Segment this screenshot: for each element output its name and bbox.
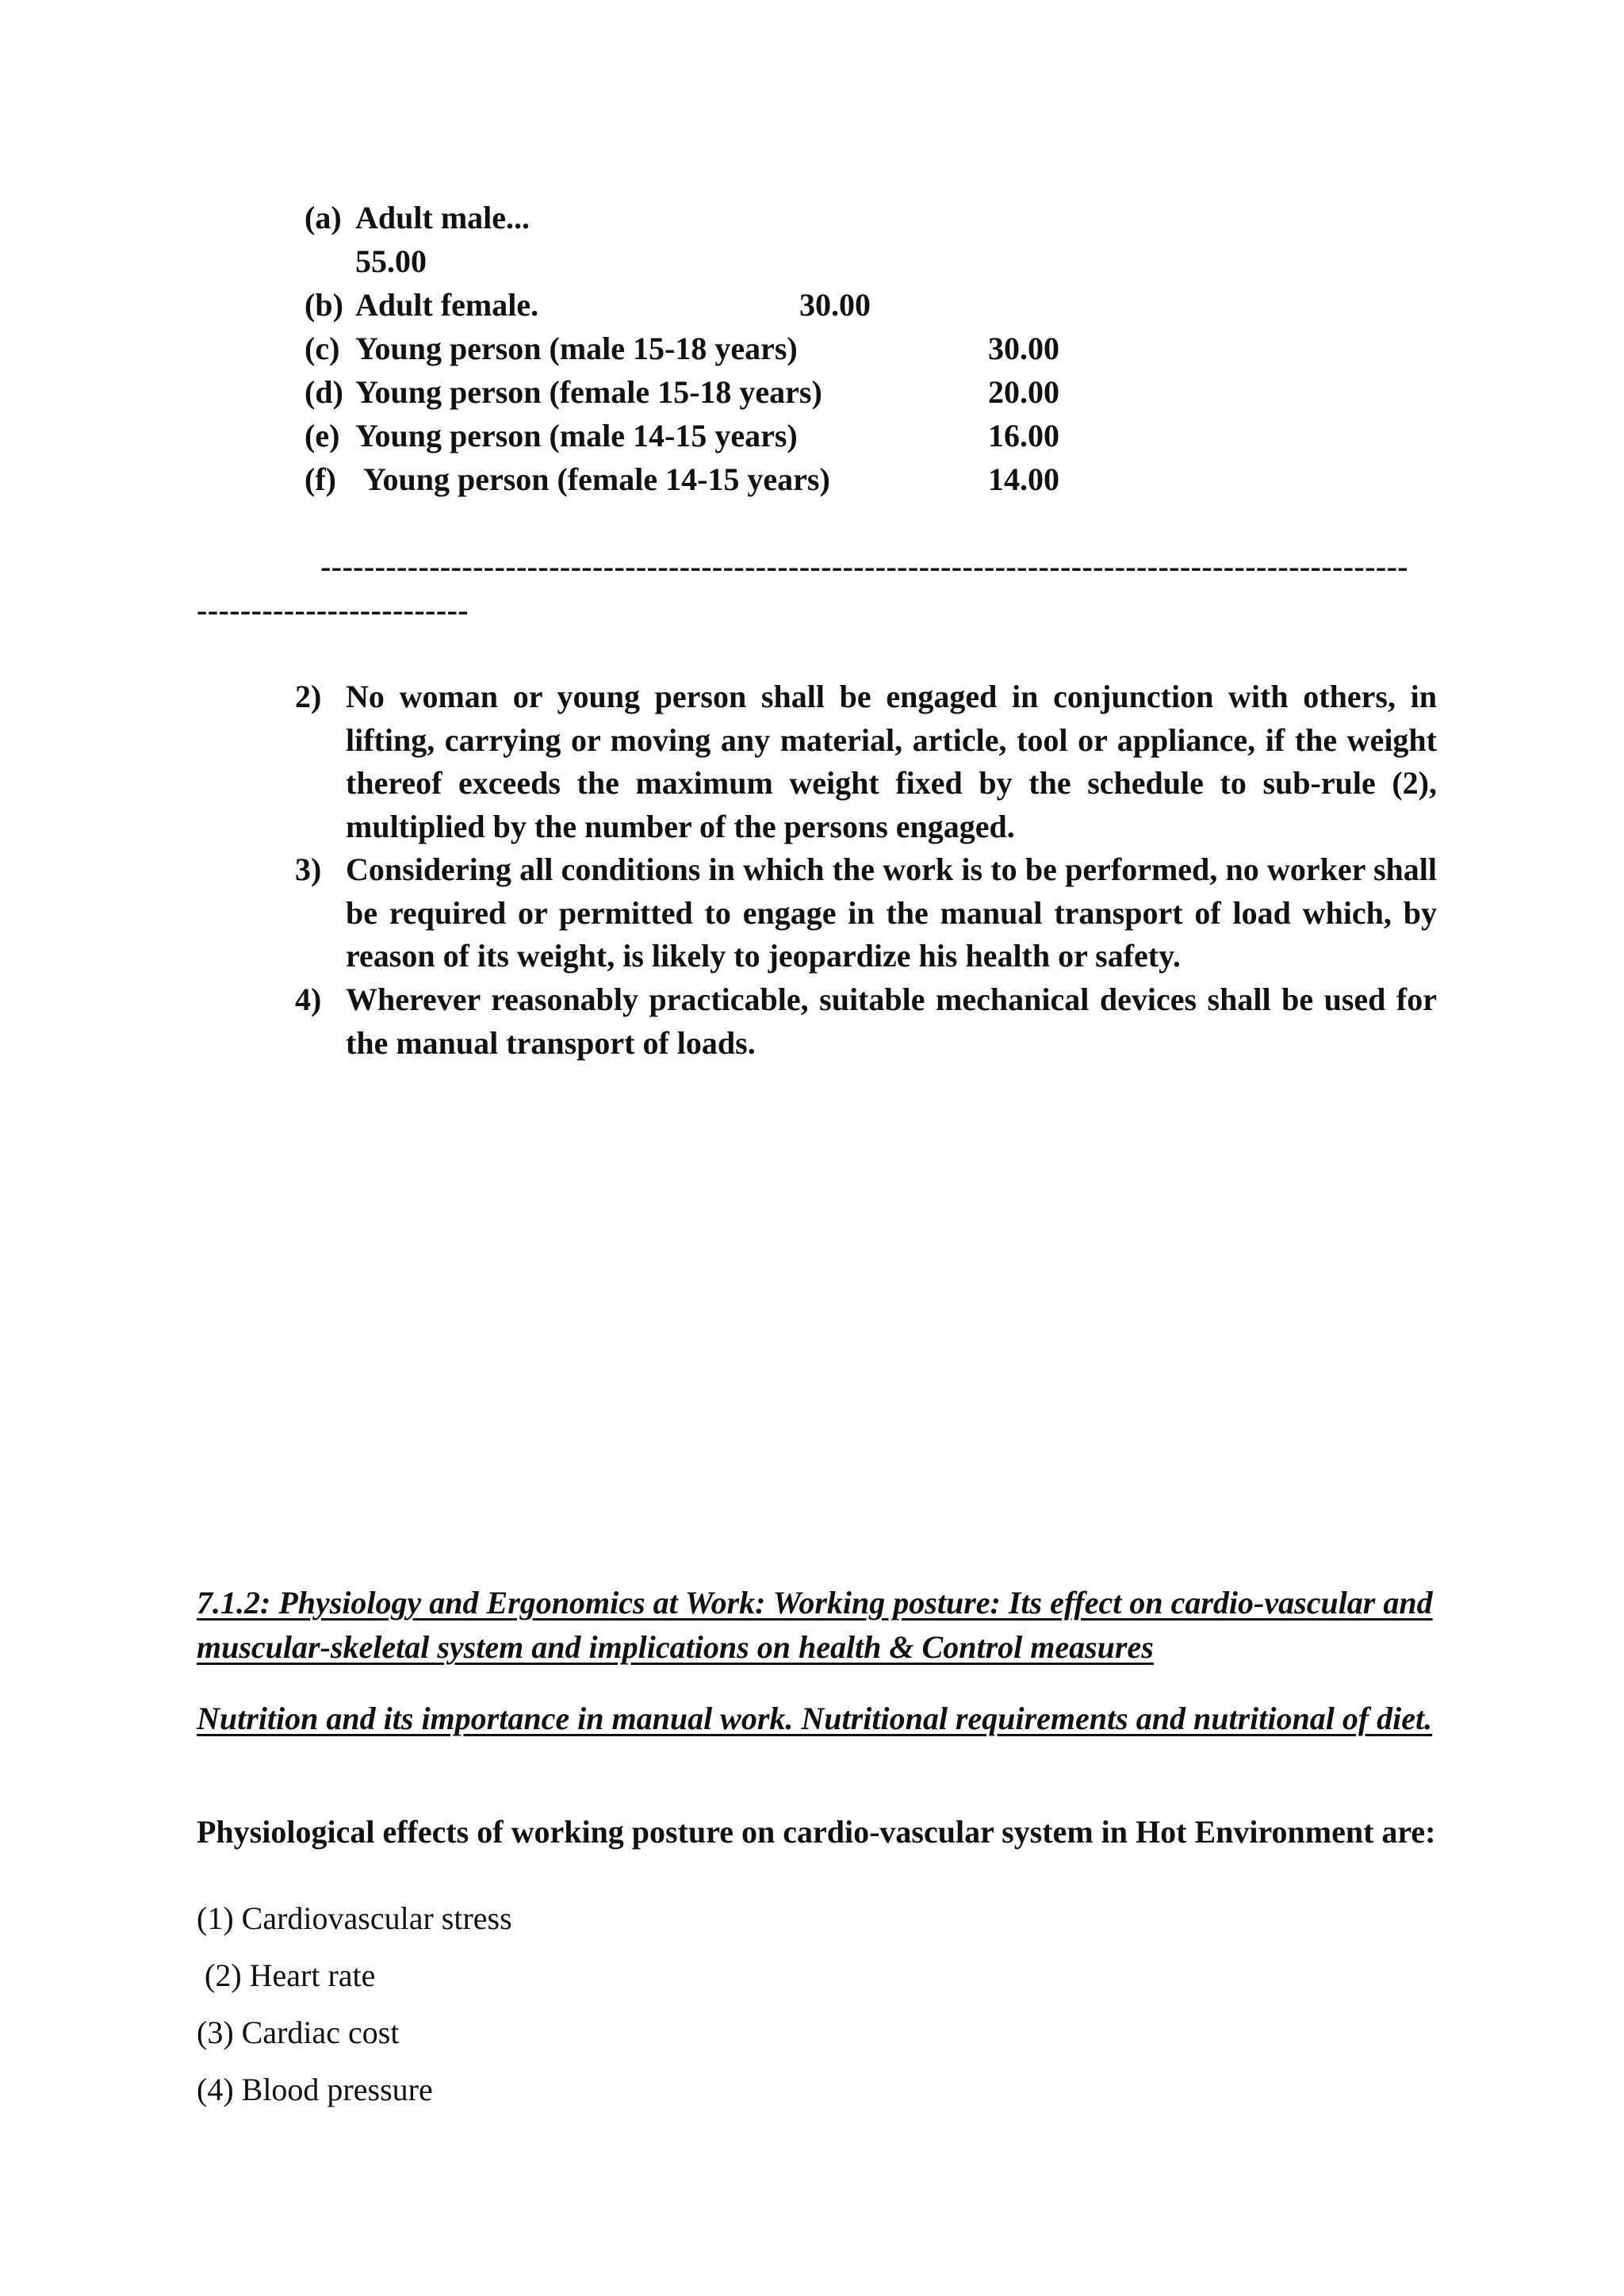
effect-item-3: (3) Cardiac cost xyxy=(197,2015,400,2050)
schedule-marker-d: (d) xyxy=(304,374,343,410)
schedule-label-b: Adult female. xyxy=(355,287,539,323)
schedule-marker-f: (f) xyxy=(304,461,336,497)
effect-item-2: (2) Heart rate xyxy=(197,1957,376,1993)
section-intro: Physiological effects of working posture on cardio-vascular system in Hot Environment are: xyxy=(197,1814,1436,1850)
schedule-marker-e: (e) xyxy=(304,418,340,453)
divider-line-1: ---------------------------------------------------------------------------------------------------- xyxy=(320,549,1409,584)
schedule-value-b: 30.00 xyxy=(799,287,871,323)
schedule-value-e: 16.00 xyxy=(988,418,1059,453)
rule-3-text: Considering all conditions in which the work is to be performed, no worker shall be required or permitted to engage in the manual transport of load which, by reason of its weight, is likely to jeopardize his health or safety. xyxy=(346,851,1437,974)
rule-4-number: 4) xyxy=(295,982,322,1017)
divider-line-2: ------------------------- xyxy=(197,592,469,628)
schedule-label-f: Young person (female 14-15 years) xyxy=(363,461,830,497)
schedule-label-a: Adult male... xyxy=(355,200,530,235)
section-subheading: Nutrition and its importance in manual work. Nutritional requirements and nutritional of diet. xyxy=(197,1701,1433,1736)
schedule-marker-b: (b) xyxy=(304,287,343,323)
rule-3-number: 3) xyxy=(295,851,322,887)
rule-2-text: No woman or young person shall be engaged in conjunction with others, in lifting, carrying or moving any material, article, tool or appliance, if the weight thereof exceeds the maximum weight fixed by the schedule to sub-rule (2), multiplied by the number of the persons engaged. xyxy=(346,679,1437,844)
schedule-value-d: 20.00 xyxy=(988,374,1059,410)
schedule-label-d: Young person (female 15-18 years) xyxy=(355,374,822,410)
schedule-value-f: 14.00 xyxy=(988,461,1059,497)
schedule-marker-c: (c) xyxy=(304,331,340,366)
rule-4-text: Wherever reasonably practicable, suitable mechanical devices shall be used for the manual transport of loads. xyxy=(346,982,1437,1061)
effect-item-4: (4) Blood pressure xyxy=(197,2072,433,2107)
schedule-label-e: Young person (male 14-15 years) xyxy=(355,418,798,453)
schedule-marker-a: (a) xyxy=(304,200,342,235)
effect-item-1: (1) Cardiovascular stress xyxy=(197,1900,512,1936)
schedule-label-c: Young person (male 15-18 years) xyxy=(355,331,798,366)
section-heading: 7.1.2: Physiology and Ergonomics at Work: Working posture: Its effect on cardio-vascular and muscular-skeletal system and implications on health & Control measures xyxy=(197,1585,1433,1665)
schedule-value-a: 55.00 xyxy=(355,243,427,279)
schedule-value-c: 30.00 xyxy=(988,331,1059,366)
rule-2-number: 2) xyxy=(295,679,322,714)
